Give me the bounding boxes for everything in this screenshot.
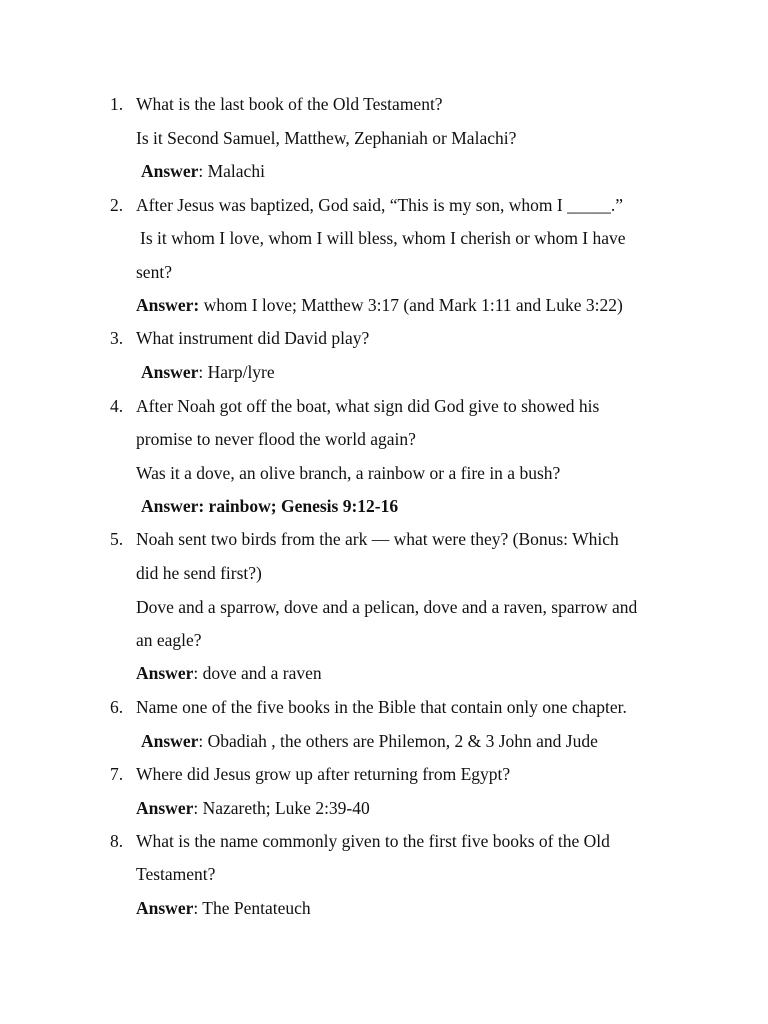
answer-text: : The Pentateuch: [193, 898, 311, 918]
answer-text: : Malachi: [198, 161, 265, 181]
question-number: 7.: [110, 764, 124, 784]
question-text: Noah sent two birds from the ark — what were they? (Bonus: Which: [136, 529, 619, 549]
question-number: 5.: [110, 529, 124, 549]
answer-text: whom I love; Matthew 3:17 (and Mark 1:11 and Luke 3:22): [199, 295, 623, 315]
answer-line: [136, 796, 370, 820]
question-options-continued: sent?: [136, 262, 172, 282]
question-text: What is the last book of the Old Testament?: [136, 94, 443, 114]
answer-line: [141, 729, 598, 753]
question-options-continued: an eagle?: [136, 630, 202, 650]
question-text: After Noah got off the boat, what sign did God give to showed his: [136, 396, 600, 416]
answer-label: Answer: [141, 362, 199, 382]
question-number: 3.: [110, 328, 124, 348]
question-number: 6.: [110, 697, 124, 717]
answer-label: Answer:: [136, 295, 200, 315]
answer-label: Answer: [141, 161, 199, 181]
answer-label: Answer: [136, 663, 194, 683]
answer-line: [141, 360, 275, 384]
question-text: What is the name commonly given to the first five books of the Old: [136, 831, 610, 851]
answer-line: [136, 896, 311, 920]
question-options: Dove and a sparrow, dove and a pelican, dove and a raven, sparrow and: [136, 597, 638, 617]
question-text-continued: did he send first?): [136, 563, 262, 583]
answer-label: Answer: [141, 731, 199, 751]
question-text: After Jesus was baptized, God said, “This is my son, whom I _____.”: [136, 195, 624, 215]
answer-label: Answer: [136, 798, 194, 818]
question-number: 4.: [110, 396, 124, 416]
question-options: Is it Second Samuel, Matthew, Zephaniah or Malachi?: [136, 128, 517, 148]
question-number: 8.: [110, 831, 124, 851]
question-text: Where did Jesus grow up after returning from Egypt?: [136, 764, 511, 784]
answer-line: [136, 661, 322, 685]
answer-label: Answer: [136, 898, 194, 918]
answer-text: : dove and a raven: [193, 663, 322, 683]
question-options: Was it a dove, an olive branch, a rainbow or a fire in a bush?: [136, 463, 561, 483]
answer-line: [136, 293, 623, 317]
answer-full: Answer: rainbow; Genesis 9:12-16: [141, 496, 399, 516]
answer-text: : Harp/lyre: [198, 362, 275, 382]
question-text-continued: Testament?: [136, 864, 216, 884]
question-text: Name one of the five books in the Bible that contain only one chapter.: [136, 697, 627, 717]
answer-text: : Nazareth; Luke 2:39-40: [193, 798, 370, 818]
question-text-continued: promise to never flood the world again?: [136, 429, 416, 449]
question-options: Is it whom I love, whom I will bless, whom I cherish or whom I have: [140, 228, 626, 248]
answer-text: : Obadiah , the others are Philemon, 2 & 3 John and Jude: [198, 731, 598, 751]
question-text: What instrument did David play?: [136, 328, 370, 348]
answer-line: [141, 494, 398, 518]
question-number: 2.: [110, 195, 124, 215]
answer-line: [141, 159, 265, 183]
question-number: 1.: [110, 94, 124, 114]
